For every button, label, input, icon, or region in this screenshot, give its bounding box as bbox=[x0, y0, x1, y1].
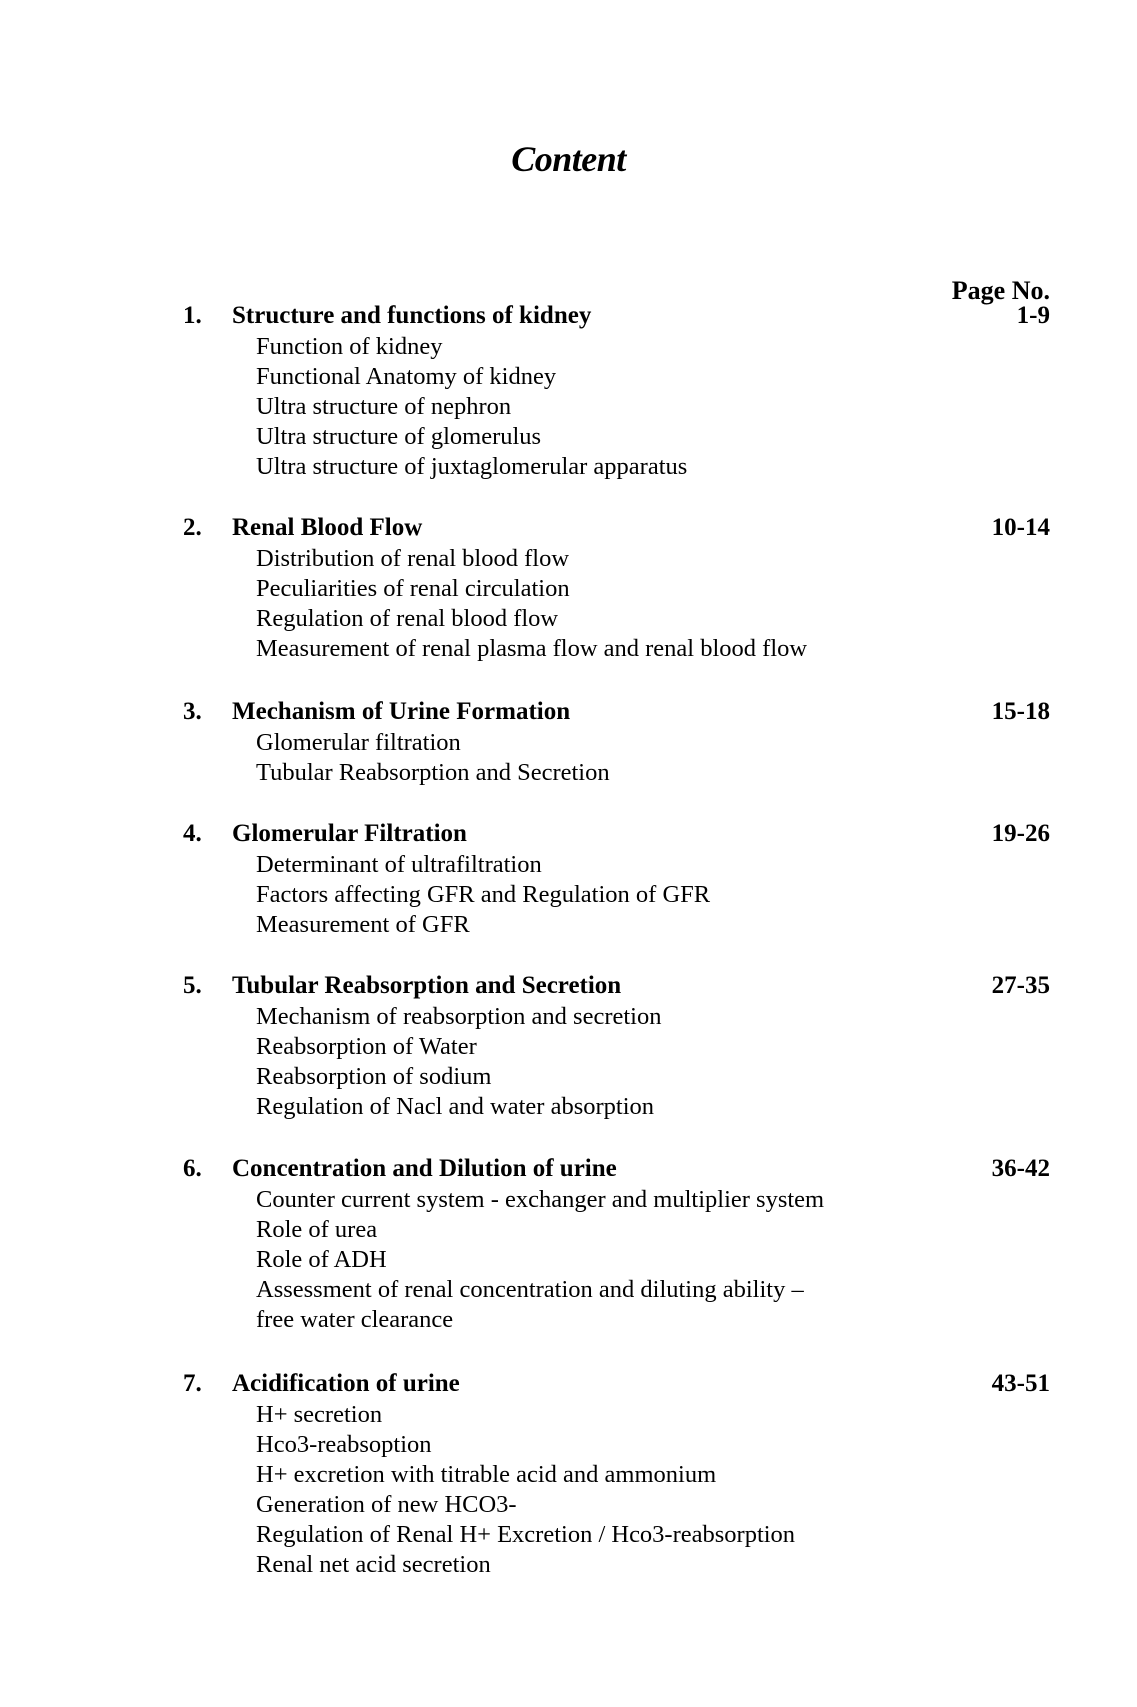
entry-subitem: Role of ADH bbox=[256, 1246, 387, 1273]
toc-entry-3 bbox=[0, 698, 1137, 788]
toc-entry-4 bbox=[0, 820, 1137, 940]
entry-subitem: Regulation of Renal H+ Excretion / Hco3-reabsorption bbox=[256, 1521, 796, 1548]
entry-pages: 1-9 bbox=[1016, 302, 1050, 329]
entry-title: Tubular Reabsorption and Secretion bbox=[232, 972, 622, 999]
entry-subitem: Role of urea bbox=[256, 1216, 378, 1243]
entry-pages: 19-26 bbox=[991, 820, 1050, 847]
entry-subitem: Glomerular filtration bbox=[256, 729, 461, 756]
entry-number: 2. bbox=[183, 514, 202, 541]
entry-subitem: Reabsorption of Water bbox=[256, 1033, 477, 1060]
entry-title: Renal Blood Flow bbox=[232, 514, 423, 541]
entry-subitem: Measurement of renal plasma flow and renal blood flow bbox=[256, 635, 808, 662]
entry-subitem: Mechanism of reabsorption and secretion bbox=[256, 1003, 662, 1030]
entry-subitem: Factors affecting GFR and Regulation of GFR bbox=[256, 881, 711, 908]
entry-title: Mechanism of Urine Formation bbox=[232, 698, 571, 725]
page-no-header: Page No. bbox=[951, 276, 1050, 305]
entry-subitem: Regulation of Nacl and water absorption bbox=[256, 1093, 655, 1120]
entry-number: 3. bbox=[183, 698, 202, 725]
entry-title: Glomerular Filtration bbox=[232, 820, 467, 847]
entry-subitem: Generation of new HCO3- bbox=[256, 1491, 517, 1518]
entry-subitem: Ultra structure of juxtaglomerular apparatus bbox=[256, 453, 688, 480]
entry-number: 4. bbox=[183, 820, 202, 847]
entry-subitem: Regulation of renal blood flow bbox=[256, 605, 559, 632]
entry-subitem: Peculiarities of renal circulation bbox=[256, 575, 570, 602]
entry-subitem: Determinant of ultrafiltration bbox=[256, 851, 542, 878]
entry-pages: 27-35 bbox=[991, 972, 1050, 999]
toc-entry-7 bbox=[0, 1370, 1137, 1580]
entry-subitem: Measurement of GFR bbox=[256, 911, 470, 938]
toc-entry-6 bbox=[0, 1155, 1137, 1335]
toc-entry-5 bbox=[0, 972, 1137, 1122]
toc-entry-2 bbox=[0, 514, 1137, 664]
entry-subitem: Reabsorption of sodium bbox=[256, 1063, 492, 1090]
toc-entry-1 bbox=[0, 302, 1137, 482]
entry-number: 1. bbox=[183, 302, 202, 329]
entry-subitem: H+ secretion bbox=[256, 1401, 383, 1428]
entry-number: 7. bbox=[183, 1370, 202, 1397]
entry-subitem: Assessment of renal concentration and diluting ability – bbox=[256, 1276, 804, 1303]
entry-subitem: Function of kidney bbox=[256, 333, 443, 360]
entry-subitem: free water clearance bbox=[256, 1306, 454, 1333]
entry-pages: 36-42 bbox=[991, 1155, 1050, 1182]
entry-title: Structure and functions of kidney bbox=[232, 302, 592, 329]
entry-pages: 10-14 bbox=[991, 514, 1050, 541]
entry-subitem: Tubular Reabsorption and Secretion bbox=[256, 759, 610, 786]
entry-subitem: Ultra structure of nephron bbox=[256, 393, 512, 420]
entry-subitem: H+ excretion with titrable acid and ammonium bbox=[256, 1461, 717, 1488]
entry-subitem: Hco3-reabsoption bbox=[256, 1431, 432, 1458]
entry-subitem: Distribution of renal blood flow bbox=[256, 545, 570, 572]
entry-subitem: Counter current system - exchanger and multiplier system bbox=[256, 1186, 825, 1213]
entry-title: Acidification of urine bbox=[232, 1370, 460, 1397]
entry-subitem: Ultra structure of glomerulus bbox=[256, 423, 542, 450]
entry-subitem: Functional Anatomy of kidney bbox=[256, 363, 557, 390]
entry-number: 5. bbox=[183, 972, 202, 999]
entry-pages: 43-51 bbox=[991, 1370, 1050, 1397]
page-title: Content bbox=[511, 139, 626, 179]
entry-title: Concentration and Dilution of urine bbox=[232, 1155, 617, 1182]
entry-subitem: Renal net acid secretion bbox=[256, 1551, 491, 1578]
entry-pages: 15-18 bbox=[991, 698, 1050, 725]
entry-number: 6. bbox=[183, 1155, 202, 1182]
